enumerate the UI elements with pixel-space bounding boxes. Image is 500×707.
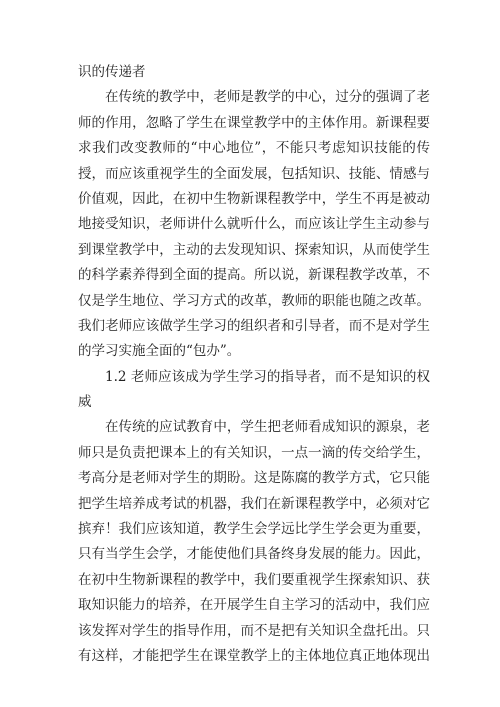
text-line: 到课堂教学中，主动的去发现知识、探索知识，从而使学生 (78, 241, 430, 258)
text-line: 摈弃！我们应该知道，教学生会学远比学生学会更为重要， (78, 521, 430, 538)
text-line: 该发挥对学生的指导作用，而不是把有关知识全盘托出。只 (78, 622, 430, 639)
text-line: 师的作用，忽略了学生在课堂教学中的主体作用。新课程要 (78, 114, 430, 131)
text-line: 师只是负责把课本上的有关知识，一点一滴的传交给学生， (78, 444, 430, 461)
text-line: 的科学素养得到全面的提高。所以说，新课程教学改革，不 (78, 267, 430, 284)
text-line: 在初中生物新课程的教学中，我们要重视学生探索知识、获 (78, 571, 430, 588)
text-line: 在传统的应试教育中，学生把老师看成知识的源泉，老 (105, 419, 430, 436)
text-line: 求我们改变教师的“中心地位”，不能只考虑知识技能的传 (78, 140, 430, 157)
text-line: 考高分是老师对学生的期盼。这是陈腐的教学方式，它只能 (78, 470, 430, 487)
text-line: 1.2 老师应该成为学生学习的指导者，而不是知识的权 (105, 368, 430, 385)
text-line: 地接受知识，老师讲什么就听什么，而应该让学生主动参与 (78, 216, 430, 233)
text-line: 只有当学生会学，才能使他们具备终身发展的能力。因此， (78, 546, 430, 563)
text-line: 价值观，因此，在初中生物新课程教学中，学生不再是被动 (78, 190, 430, 207)
text-line: 授，而应该重视学生的全面发展，包括知识、技能、情感与 (78, 165, 430, 182)
text-line: 把学生培养成考试的机器，我们在新课程教学中，必须对它 (78, 495, 430, 512)
text-line: 的学习实施全面的“包办”。 (78, 343, 241, 360)
text-line: 识的传递者 (78, 64, 146, 80)
text-line: 仅是学生地位、学习方式的改革，教师的职能也随之改革。 (78, 292, 430, 309)
text-line: 有这样，才能把学生在课堂教学上的主体地位真正地体现出 (78, 647, 430, 664)
text-line: 在传统的教学中，老师是教学的中心，过分的强调了老 (105, 89, 430, 106)
text-line: 我们老师应该做学生学习的组织者和引导者，而不是对学生 (78, 317, 430, 334)
text-line: 威 (78, 394, 92, 411)
text-line: 取知识能力的培养，在开展学生自主学习的活动中，我们应 (78, 597, 430, 614)
document-body (78, 60, 430, 669)
